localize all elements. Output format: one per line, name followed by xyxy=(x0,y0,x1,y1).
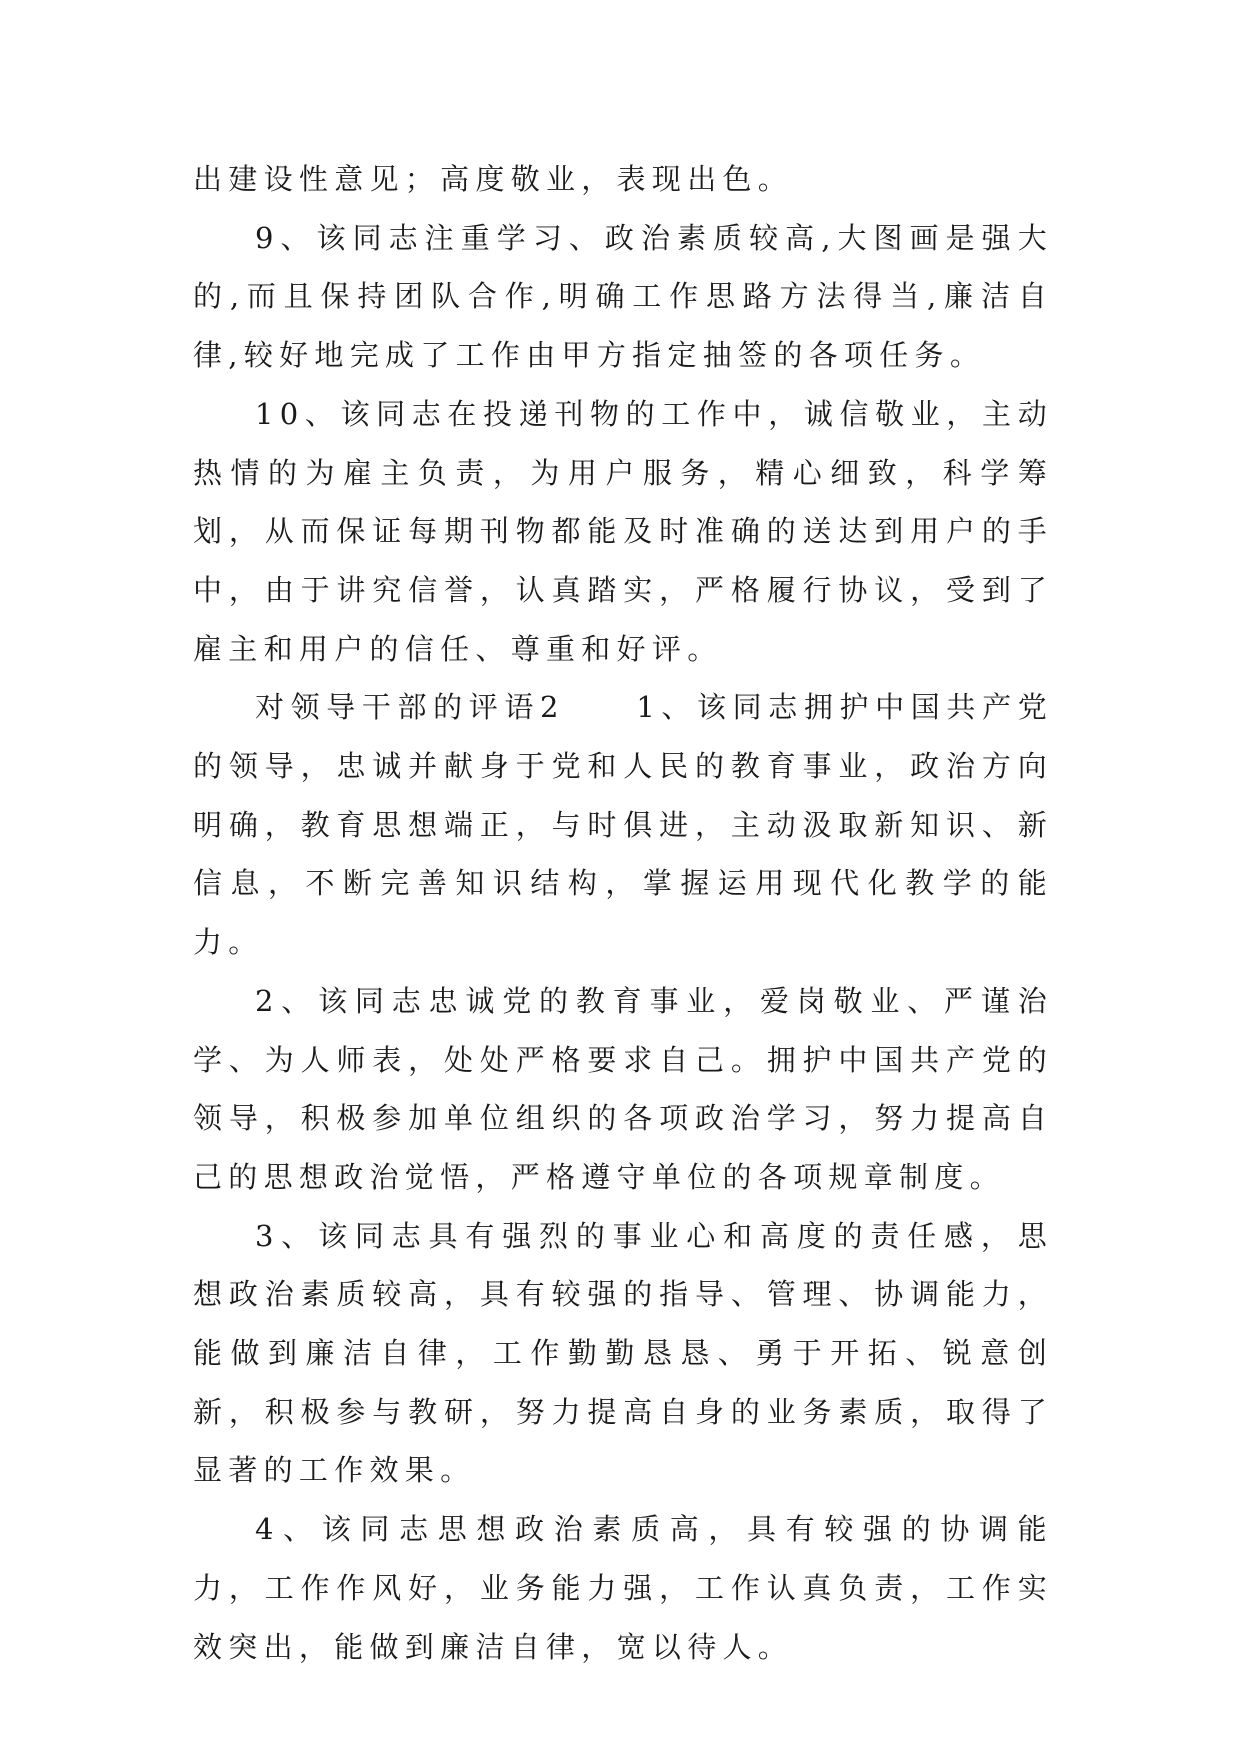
paragraph-item-10: 10、该同志在投递刊物的工作中，诚信敬业，主动热情的为雇主负责，为用户服务，精心细致，科学筹划，从而保证每期刊物都能及时准确的送达到用户的手中，由于讲究信誉，认真踏实，严格履行协议，受到了雇主和用户的信任、尊重和好评。 xyxy=(193,396,1053,666)
paragraph-item-9: 9、该同志注重学习、政治素质较高,大图画是强大的,而且保持团队合作,明确工作思路方法得当,廉洁自律,较好地完成了工作由甲方指定抽签的各项任务。 xyxy=(193,220,1053,373)
paragraph-continuation: 出建设性意见；高度敬业，表现出色。 xyxy=(193,162,794,196)
paragraph-item-4: 4、该同志思想政治素质高，具有较强的协调能力，工作作风好，业务能力强，工作认真负责，工作实效突出，能做到廉洁自律，宽以待人。 xyxy=(193,1512,1053,1664)
paragraph-section-2-item-1: 对领导干部的评语2 1、该同志拥护中国共产党的领导，忠诚并献身于党和人民的教育事业，政治方向明确，教育思想端正，与时俱进，主动汲取新知识、新信息，不断完善知识结构，掌握运用现代化教学的能力。 xyxy=(193,690,1053,960)
document-page xyxy=(193,150,1053,1676)
paragraph-item-2: 2、该同志忠诚党的教育事业，爱岗敬业、严谨治学、为人师表，处处严格要求自己。拥护中国共产党的领导，积极参加单位组织的各项政治学习，努力提高自己的思想政治觉悟，严格遵守单位的各项规章制度。 xyxy=(193,983,1053,1194)
paragraph-item-3: 3、该同志具有强烈的事业心和高度的责任感，思想政治素质较高，具有较强的指导、管理、协调能力，能做到廉洁自律，工作勤勤恳恳、勇于开拓、锐意创新，积极参与教研，努力提高自身的业务素质，取得了显著的工作效果。 xyxy=(193,1218,1053,1488)
